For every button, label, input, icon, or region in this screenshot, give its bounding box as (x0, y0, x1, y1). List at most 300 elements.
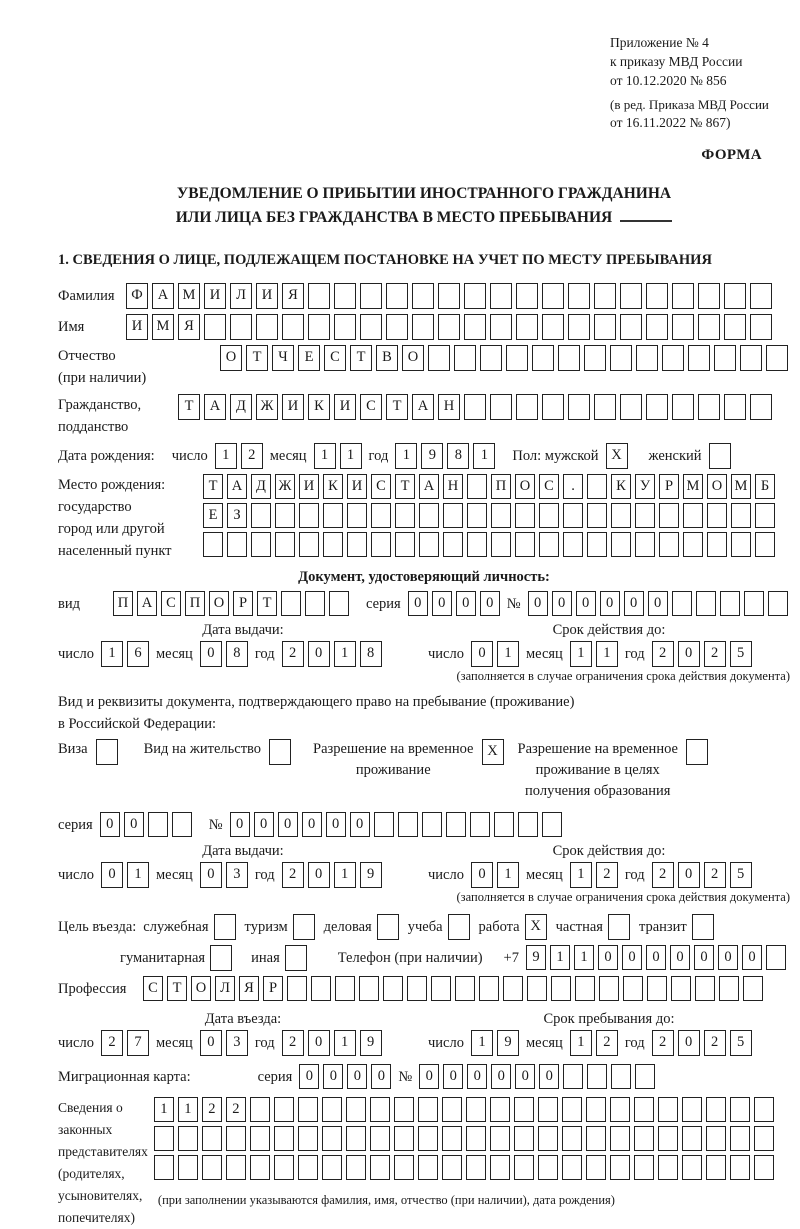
char-cell[interactable] (623, 976, 643, 1001)
char-cell[interactable] (299, 532, 319, 557)
char-cell[interactable] (584, 345, 606, 371)
char-cell[interactable] (311, 976, 331, 1001)
char-cell[interactable] (464, 394, 486, 420)
char-cell[interactable] (594, 314, 616, 340)
char-cell[interactable]: Е (298, 345, 320, 371)
char-cell[interactable]: 1 (334, 641, 356, 667)
purpose-tourism-checkbox[interactable] (293, 914, 315, 940)
char-cell[interactable]: В (376, 345, 398, 371)
purpose-business-checkbox[interactable] (377, 914, 399, 940)
char-cell[interactable] (754, 1126, 774, 1151)
char-cell[interactable] (551, 976, 571, 1001)
purpose-study-checkbox[interactable] (448, 914, 470, 940)
char-cell[interactable] (683, 503, 703, 528)
char-cell[interactable]: 2 (596, 1030, 618, 1056)
char-cell[interactable]: 0 (742, 945, 762, 970)
char-cell[interactable]: П (113, 591, 133, 616)
char-cell[interactable]: 0 (101, 862, 123, 888)
char-cell[interactable]: А (227, 474, 247, 499)
char-cell[interactable] (442, 1155, 462, 1180)
char-cell[interactable] (658, 1126, 678, 1151)
char-cell[interactable]: М (683, 474, 703, 499)
char-cell[interactable]: 9 (497, 1030, 519, 1056)
char-cell[interactable] (438, 314, 460, 340)
char-cell[interactable] (635, 1064, 655, 1089)
char-cell[interactable]: 5 (730, 641, 752, 667)
char-cell[interactable] (750, 314, 772, 340)
char-cell[interactable] (480, 345, 502, 371)
char-cell[interactable]: М (152, 314, 174, 340)
char-cell[interactable] (719, 976, 739, 1001)
char-cell[interactable] (274, 1097, 294, 1122)
char-cell[interactable] (706, 1126, 726, 1151)
char-cell[interactable]: 0 (323, 1064, 343, 1089)
char-cell[interactable] (672, 394, 694, 420)
char-cell[interactable] (635, 503, 655, 528)
char-cell[interactable] (563, 1064, 583, 1089)
char-cell[interactable]: И (256, 283, 278, 309)
char-cell[interactable] (714, 345, 736, 371)
char-cell[interactable] (707, 503, 727, 528)
char-cell[interactable] (672, 591, 692, 616)
char-cell[interactable] (360, 283, 382, 309)
char-cell[interactable] (620, 394, 642, 420)
char-cell[interactable]: С (539, 474, 559, 499)
char-cell[interactable]: 1 (550, 945, 570, 970)
char-cell[interactable] (542, 394, 564, 420)
char-cell[interactable]: Т (257, 591, 277, 616)
char-cell[interactable] (646, 314, 668, 340)
char-cell[interactable] (394, 1126, 414, 1151)
char-cell[interactable]: 1 (101, 641, 123, 667)
char-cell[interactable] (455, 976, 475, 1001)
char-cell[interactable] (539, 503, 559, 528)
char-cell[interactable]: О (191, 976, 211, 1001)
char-cell[interactable]: Т (246, 345, 268, 371)
char-cell[interactable]: 0 (308, 862, 330, 888)
char-cell[interactable] (634, 1097, 654, 1122)
char-cell[interactable]: . (563, 474, 583, 499)
char-cell[interactable] (516, 394, 538, 420)
char-cell[interactable] (514, 1126, 534, 1151)
char-cell[interactable]: Я (178, 314, 200, 340)
char-cell[interactable] (538, 1097, 558, 1122)
char-cell[interactable] (724, 394, 746, 420)
char-cell[interactable]: 0 (552, 591, 572, 616)
char-cell[interactable]: 5 (730, 862, 752, 888)
char-cell[interactable] (281, 591, 301, 616)
char-cell[interactable]: 0 (646, 945, 666, 970)
char-cell[interactable] (610, 1126, 630, 1151)
char-cell[interactable]: А (137, 591, 157, 616)
char-cell[interactable]: 0 (528, 591, 548, 616)
temp-permit-edu-checkbox[interactable] (686, 739, 708, 765)
char-cell[interactable] (490, 1097, 510, 1122)
char-cell[interactable]: 0 (350, 812, 370, 837)
char-cell[interactable]: 3 (226, 1030, 248, 1056)
char-cell[interactable] (586, 1155, 606, 1180)
char-cell[interactable]: О (209, 591, 229, 616)
char-cell[interactable]: А (419, 474, 439, 499)
char-cell[interactable]: 0 (419, 1064, 439, 1089)
char-cell[interactable] (178, 1126, 198, 1151)
char-cell[interactable]: 8 (360, 641, 382, 667)
char-cell[interactable] (515, 503, 535, 528)
char-cell[interactable]: О (515, 474, 535, 499)
char-cell[interactable]: С (161, 591, 181, 616)
char-cell[interactable] (610, 1155, 630, 1180)
char-cell[interactable] (204, 314, 226, 340)
char-cell[interactable] (658, 1155, 678, 1180)
char-cell[interactable] (395, 532, 415, 557)
char-cell[interactable]: 0 (347, 1064, 367, 1089)
char-cell[interactable] (672, 283, 694, 309)
purpose-humanitarian-checkbox[interactable] (210, 945, 232, 971)
char-cell[interactable] (346, 1155, 366, 1180)
char-cell[interactable] (298, 1126, 318, 1151)
char-cell[interactable] (202, 1155, 222, 1180)
char-cell[interactable] (698, 394, 720, 420)
char-cell[interactable] (298, 1155, 318, 1180)
char-cell[interactable]: 2 (101, 1030, 123, 1056)
char-cell[interactable] (538, 1155, 558, 1180)
char-cell[interactable] (148, 812, 168, 837)
char-cell[interactable]: 0 (471, 641, 493, 667)
char-cell[interactable] (720, 591, 740, 616)
char-cell[interactable]: 1 (215, 443, 237, 469)
char-cell[interactable]: 2 (241, 443, 263, 469)
char-cell[interactable] (347, 503, 367, 528)
char-cell[interactable]: Н (443, 474, 463, 499)
char-cell[interactable] (620, 283, 642, 309)
char-cell[interactable] (514, 1097, 534, 1122)
char-cell[interactable] (610, 345, 632, 371)
char-cell[interactable] (558, 345, 580, 371)
char-cell[interactable]: 0 (200, 1030, 222, 1056)
char-cell[interactable] (226, 1126, 246, 1151)
char-cell[interactable] (154, 1126, 174, 1151)
char-cell[interactable]: 0 (491, 1064, 511, 1089)
char-cell[interactable] (724, 283, 746, 309)
char-cell[interactable]: И (299, 474, 319, 499)
char-cell[interactable]: М (178, 283, 200, 309)
char-cell[interactable]: 2 (202, 1097, 222, 1122)
char-cell[interactable] (443, 503, 463, 528)
char-cell[interactable] (467, 474, 487, 499)
char-cell[interactable]: О (220, 345, 242, 371)
char-cell[interactable]: 3 (226, 862, 248, 888)
char-cell[interactable] (542, 812, 562, 837)
char-cell[interactable]: Б (755, 474, 775, 499)
char-cell[interactable] (636, 345, 658, 371)
char-cell[interactable]: 0 (254, 812, 274, 837)
char-cell[interactable] (662, 345, 684, 371)
char-cell[interactable] (250, 1097, 270, 1122)
char-cell[interactable] (586, 1097, 606, 1122)
char-cell[interactable] (755, 503, 775, 528)
char-cell[interactable] (422, 812, 442, 837)
char-cell[interactable] (418, 1097, 438, 1122)
char-cell[interactable] (568, 394, 590, 420)
char-cell[interactable] (386, 283, 408, 309)
char-cell[interactable]: К (308, 394, 330, 420)
char-cell[interactable]: 1 (570, 641, 592, 667)
char-cell[interactable] (730, 1097, 750, 1122)
char-cell[interactable] (412, 314, 434, 340)
char-cell[interactable] (418, 1126, 438, 1151)
char-cell[interactable]: У (635, 474, 655, 499)
char-cell[interactable] (250, 1155, 270, 1180)
char-cell[interactable] (688, 345, 710, 371)
char-cell[interactable] (750, 283, 772, 309)
char-cell[interactable] (562, 1126, 582, 1151)
char-cell[interactable] (542, 314, 564, 340)
char-cell[interactable] (446, 812, 466, 837)
char-cell[interactable] (442, 1126, 462, 1151)
char-cell[interactable] (743, 976, 763, 1001)
char-cell[interactable] (466, 1126, 486, 1151)
char-cell[interactable]: А (204, 394, 226, 420)
char-cell[interactable]: 2 (282, 862, 304, 888)
char-cell[interactable] (768, 591, 788, 616)
char-cell[interactable]: 0 (678, 1030, 700, 1056)
char-cell[interactable]: 2 (652, 1030, 674, 1056)
char-cell[interactable]: О (402, 345, 424, 371)
char-cell[interactable] (490, 394, 512, 420)
char-cell[interactable]: К (323, 474, 343, 499)
char-cell[interactable] (646, 394, 668, 420)
char-cell[interactable]: 1 (497, 641, 519, 667)
char-cell[interactable]: З (227, 503, 247, 528)
char-cell[interactable] (682, 1126, 702, 1151)
char-cell[interactable]: 0 (100, 812, 120, 837)
char-cell[interactable]: А (152, 283, 174, 309)
char-cell[interactable]: Т (386, 394, 408, 420)
char-cell[interactable] (706, 1155, 726, 1180)
char-cell[interactable] (586, 1126, 606, 1151)
char-cell[interactable] (407, 976, 427, 1001)
char-cell[interactable]: 1 (596, 641, 618, 667)
char-cell[interactable] (490, 1126, 510, 1151)
char-cell[interactable]: 1 (570, 862, 592, 888)
char-cell[interactable] (766, 345, 788, 371)
char-cell[interactable] (394, 1097, 414, 1122)
char-cell[interactable] (305, 591, 325, 616)
char-cell[interactable] (514, 1155, 534, 1180)
char-cell[interactable] (438, 283, 460, 309)
char-cell[interactable] (542, 283, 564, 309)
char-cell[interactable] (419, 532, 439, 557)
char-cell[interactable]: 2 (704, 1030, 726, 1056)
char-cell[interactable]: 0 (670, 945, 690, 970)
char-cell[interactable]: С (143, 976, 163, 1001)
char-cell[interactable]: Ж (256, 394, 278, 420)
char-cell[interactable] (611, 532, 631, 557)
char-cell[interactable]: 0 (408, 591, 428, 616)
char-cell[interactable] (575, 976, 595, 1001)
char-cell[interactable]: 0 (471, 862, 493, 888)
char-cell[interactable]: 1 (178, 1097, 198, 1122)
char-cell[interactable]: П (491, 474, 511, 499)
char-cell[interactable] (479, 976, 499, 1001)
char-cell[interactable] (563, 532, 583, 557)
char-cell[interactable]: 0 (718, 945, 738, 970)
char-cell[interactable] (491, 532, 511, 557)
char-cell[interactable] (594, 394, 616, 420)
char-cell[interactable] (251, 532, 271, 557)
char-cell[interactable] (744, 591, 764, 616)
purpose-transit-checkbox[interactable] (692, 914, 714, 940)
char-cell[interactable] (682, 1097, 702, 1122)
char-cell[interactable]: 9 (421, 443, 443, 469)
char-cell[interactable]: 0 (432, 591, 452, 616)
char-cell[interactable]: 0 (124, 812, 144, 837)
visa-checkbox[interactable] (96, 739, 118, 765)
purpose-other-checkbox[interactable] (285, 945, 307, 971)
char-cell[interactable] (371, 532, 391, 557)
char-cell[interactable] (683, 532, 703, 557)
char-cell[interactable] (647, 976, 667, 1001)
char-cell[interactable]: 0 (456, 591, 476, 616)
char-cell[interactable]: И (126, 314, 148, 340)
char-cell[interactable]: 0 (678, 862, 700, 888)
char-cell[interactable]: 1 (334, 1030, 356, 1056)
char-cell[interactable] (418, 1155, 438, 1180)
char-cell[interactable]: 9 (526, 945, 546, 970)
purpose-official-checkbox[interactable] (214, 914, 236, 940)
char-cell[interactable]: 2 (704, 862, 726, 888)
char-cell[interactable]: 0 (371, 1064, 391, 1089)
char-cell[interactable]: 0 (308, 641, 330, 667)
char-cell[interactable] (620, 314, 642, 340)
char-cell[interactable] (754, 1155, 774, 1180)
char-cell[interactable]: Я (239, 976, 259, 1001)
char-cell[interactable]: 1 (127, 862, 149, 888)
char-cell[interactable] (154, 1155, 174, 1180)
char-cell[interactable] (466, 1155, 486, 1180)
char-cell[interactable]: Т (203, 474, 223, 499)
char-cell[interactable] (431, 976, 451, 1001)
char-cell[interactable] (370, 1126, 390, 1151)
char-cell[interactable] (491, 503, 511, 528)
char-cell[interactable]: 1 (154, 1097, 174, 1122)
char-cell[interactable]: 1 (471, 1030, 493, 1056)
char-cell[interactable] (635, 532, 655, 557)
char-cell[interactable]: Ч (272, 345, 294, 371)
char-cell[interactable]: 9 (360, 862, 382, 888)
char-cell[interactable]: Л (215, 976, 235, 1001)
char-cell[interactable]: 0 (200, 862, 222, 888)
char-cell[interactable] (287, 976, 307, 1001)
char-cell[interactable] (274, 1126, 294, 1151)
char-cell[interactable] (298, 1097, 318, 1122)
char-cell[interactable] (394, 1155, 414, 1180)
char-cell[interactable] (398, 812, 418, 837)
char-cell[interactable] (658, 1097, 678, 1122)
char-cell[interactable] (346, 1097, 366, 1122)
char-cell[interactable]: Д (230, 394, 252, 420)
char-cell[interactable] (275, 503, 295, 528)
char-cell[interactable] (516, 314, 538, 340)
char-cell[interactable] (490, 1155, 510, 1180)
char-cell[interactable] (383, 976, 403, 1001)
char-cell[interactable] (442, 1097, 462, 1122)
char-cell[interactable] (360, 314, 382, 340)
char-cell[interactable] (227, 532, 247, 557)
char-cell[interactable] (490, 283, 512, 309)
temp-permit-checkbox[interactable]: X (482, 739, 504, 765)
char-cell[interactable] (308, 283, 330, 309)
char-cell[interactable] (464, 283, 486, 309)
char-cell[interactable]: П (185, 591, 205, 616)
char-cell[interactable]: И (334, 394, 356, 420)
char-cell[interactable] (516, 283, 538, 309)
char-cell[interactable] (428, 345, 450, 371)
char-cell[interactable] (659, 503, 679, 528)
char-cell[interactable] (730, 1126, 750, 1151)
char-cell[interactable] (347, 532, 367, 557)
char-cell[interactable] (515, 532, 535, 557)
char-cell[interactable] (599, 976, 619, 1001)
char-cell[interactable] (527, 976, 547, 1001)
char-cell[interactable]: 2 (282, 1030, 304, 1056)
char-cell[interactable]: С (371, 474, 391, 499)
char-cell[interactable]: 0 (515, 1064, 535, 1089)
char-cell[interactable]: 1 (395, 443, 417, 469)
char-cell[interactable] (323, 503, 343, 528)
char-cell[interactable] (562, 1097, 582, 1122)
char-cell[interactable]: 0 (480, 591, 500, 616)
char-cell[interactable] (454, 345, 476, 371)
char-cell[interactable] (335, 976, 355, 1001)
char-cell[interactable] (323, 532, 343, 557)
char-cell[interactable]: Е (203, 503, 223, 528)
char-cell[interactable]: 0 (648, 591, 668, 616)
char-cell[interactable] (755, 532, 775, 557)
char-cell[interactable]: 0 (230, 812, 250, 837)
char-cell[interactable] (395, 503, 415, 528)
char-cell[interactable]: 0 (678, 641, 700, 667)
char-cell[interactable] (412, 283, 434, 309)
residence-permit-checkbox[interactable] (269, 739, 291, 765)
char-cell[interactable] (386, 314, 408, 340)
char-cell[interactable]: 5 (730, 1030, 752, 1056)
char-cell[interactable]: 0 (600, 591, 620, 616)
char-cell[interactable]: Ф (126, 283, 148, 309)
char-cell[interactable]: 0 (302, 812, 322, 837)
char-cell[interactable]: 2 (652, 641, 674, 667)
char-cell[interactable] (256, 314, 278, 340)
sex-male-checkbox[interactable]: X (606, 443, 628, 469)
char-cell[interactable]: Т (167, 976, 187, 1001)
char-cell[interactable] (610, 1097, 630, 1122)
char-cell[interactable] (299, 503, 319, 528)
char-cell[interactable] (754, 1097, 774, 1122)
char-cell[interactable]: 8 (447, 443, 469, 469)
char-cell[interactable] (671, 976, 691, 1001)
char-cell[interactable]: И (347, 474, 367, 499)
char-cell[interactable]: 9 (360, 1030, 382, 1056)
char-cell[interactable] (587, 1064, 607, 1089)
char-cell[interactable] (178, 1155, 198, 1180)
char-cell[interactable] (696, 591, 716, 616)
char-cell[interactable] (731, 503, 751, 528)
char-cell[interactable]: 1 (334, 862, 356, 888)
char-cell[interactable] (568, 283, 590, 309)
char-cell[interactable]: 0 (278, 812, 298, 837)
char-cell[interactable] (466, 1097, 486, 1122)
char-cell[interactable]: Л (230, 283, 252, 309)
